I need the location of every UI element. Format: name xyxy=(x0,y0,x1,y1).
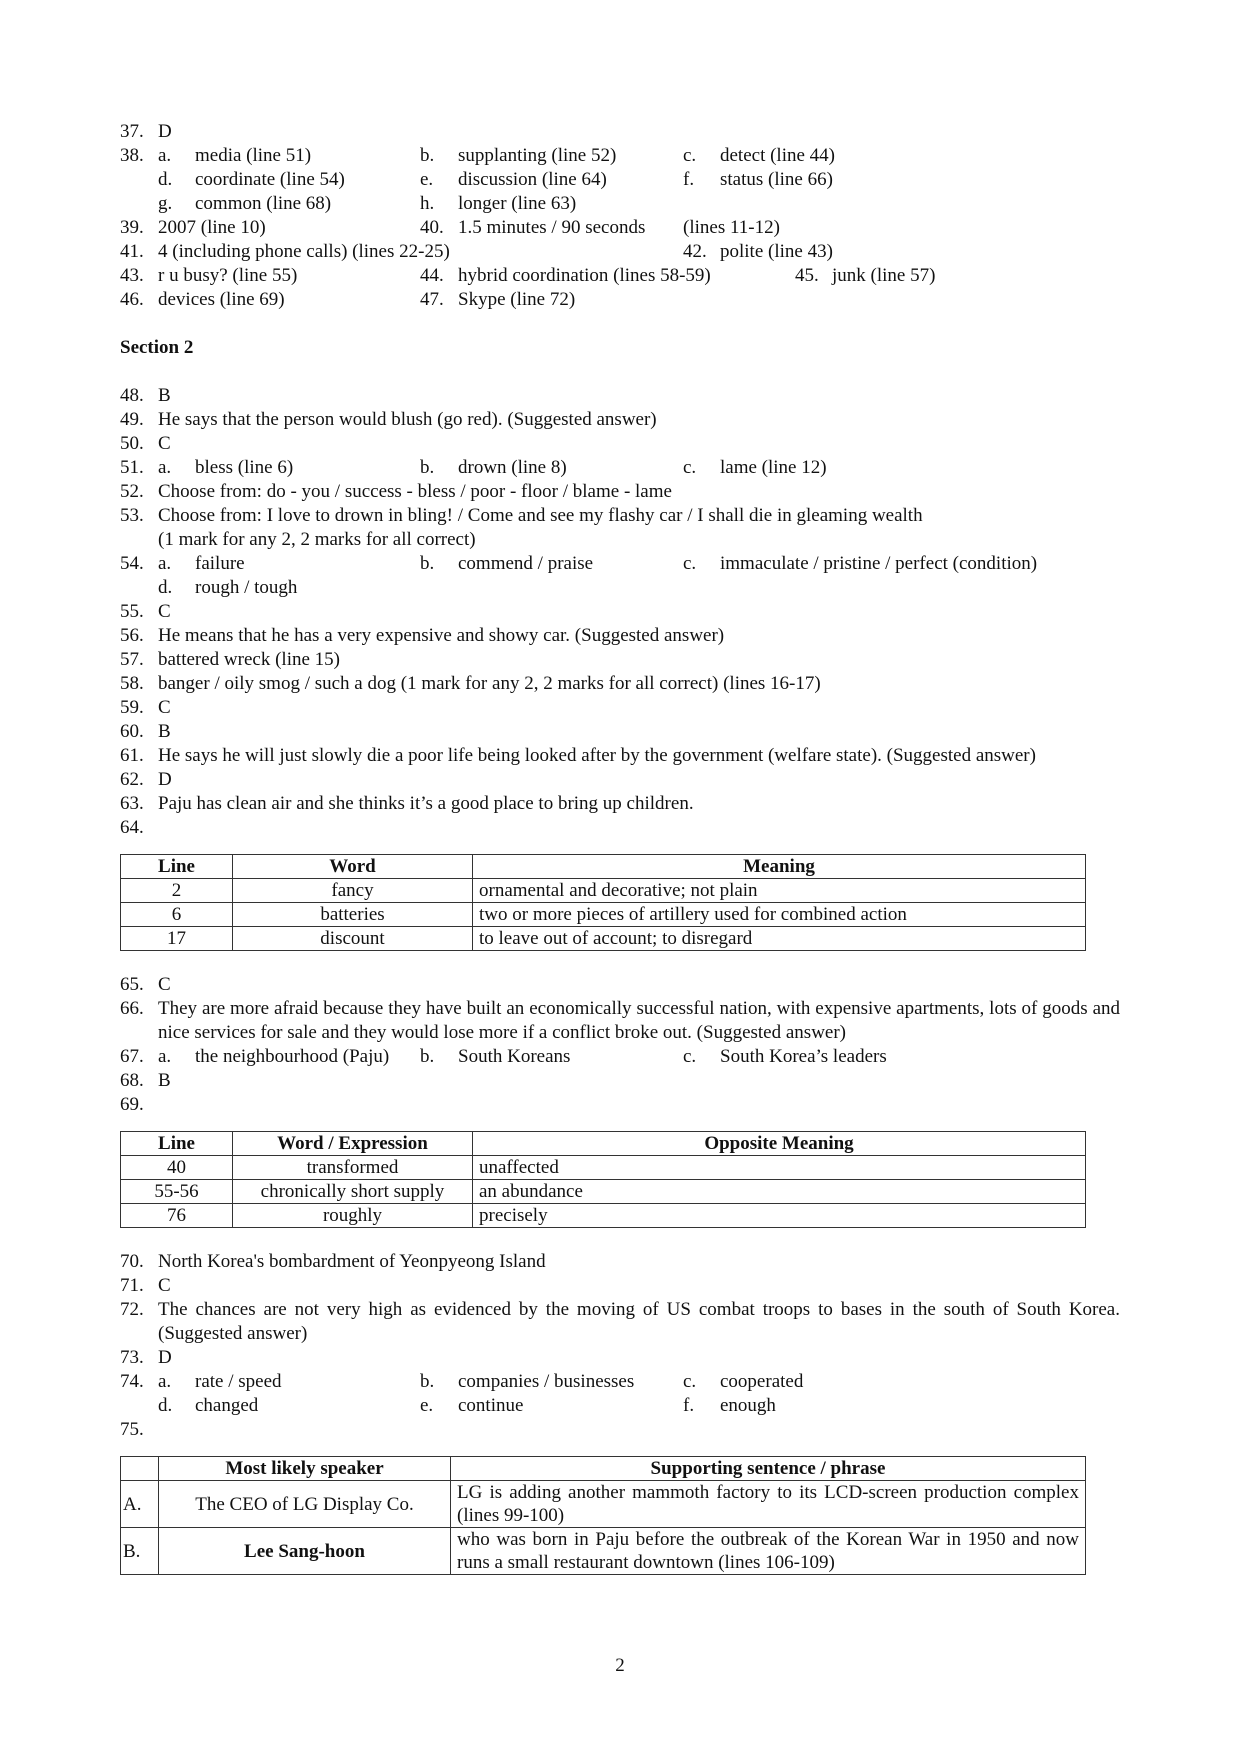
line-reference: (lines 11-12) xyxy=(683,217,780,238)
option-text: continue xyxy=(458,1395,524,1416)
option-text: South Koreans xyxy=(458,1046,571,1067)
question-number: 39. xyxy=(120,217,144,238)
option-label: c. xyxy=(683,457,697,478)
table-row xyxy=(121,1204,1086,1228)
cell-meaning: ornamental and decorative; not plain xyxy=(473,879,1086,903)
answer-59 xyxy=(120,696,1120,720)
cell-line: 6 xyxy=(121,903,233,927)
cell-supporting: LG is adding another mammoth factory to its LCD-screen production complex (lines 99-100) xyxy=(451,1481,1086,1528)
option-text: drown (line 8) xyxy=(458,457,567,478)
answer-text: C xyxy=(158,433,171,454)
answer-62 xyxy=(120,768,1120,792)
question-number: 50. xyxy=(120,433,144,454)
option-text: supplanting (line 52) xyxy=(458,145,617,166)
option-text: enough xyxy=(720,1395,776,1416)
answer-54-row2 xyxy=(120,576,1120,600)
answer-text: C xyxy=(158,697,171,718)
option-label: b. xyxy=(420,457,435,478)
answer-text: North Korea's bombardment of Yeonpyeong Island xyxy=(158,1251,546,1272)
answer-37 xyxy=(120,120,1120,144)
answer-key-page xyxy=(120,120,1120,1587)
marking-note: (1 mark for any 2, 2 marks for all correct) xyxy=(158,529,476,550)
option-label: c. xyxy=(683,1371,697,1392)
question-number: 53. xyxy=(120,505,144,526)
question-number: 51. xyxy=(120,457,144,478)
speaker-table xyxy=(120,1456,1086,1575)
option-label: e. xyxy=(420,169,434,190)
answer-75 xyxy=(120,1418,1120,1442)
answer-text: D xyxy=(158,1347,172,1368)
question-number: 71. xyxy=(120,1275,144,1296)
answer-74-row2 xyxy=(120,1394,1120,1418)
option-label: a. xyxy=(158,1046,172,1067)
question-number: 63. xyxy=(120,793,144,814)
answer-text: devices (line 69) xyxy=(158,289,285,310)
question-number: 74. xyxy=(120,1371,144,1392)
answer-57 xyxy=(120,648,1120,672)
answer-69 xyxy=(120,1093,1120,1117)
question-number: 60. xyxy=(120,721,144,742)
option-text: the neighbourhood (Paju) xyxy=(195,1046,390,1067)
question-number: 61. xyxy=(120,745,144,766)
answer-text: He says he will just slowly die a poor life being looked after by the government (welfare state). (Suggested answer) xyxy=(158,745,1036,766)
question-number: 69. xyxy=(120,1094,144,1115)
answer-text: The chances are not very high as evidenced by the moving of US combat troops to bases in the south of South Korea. (Suggested answer) xyxy=(158,1299,1120,1344)
answer-53 xyxy=(120,504,1120,528)
option-text: coordinate (line 54) xyxy=(195,169,345,190)
option-label: d. xyxy=(158,1395,173,1416)
answer-text: banger / oily smog / such a dog (1 mark for any 2, 2 marks for all correct) (lines 16-17) xyxy=(158,673,821,694)
option-text: bless (line 6) xyxy=(195,457,294,478)
answer-48 xyxy=(120,384,1120,408)
option-label: a. xyxy=(158,553,172,574)
answer-54-row1 xyxy=(120,552,1120,576)
cell-meaning: to leave out of account; to disregard xyxy=(473,927,1086,951)
cell-word: fancy xyxy=(233,879,473,903)
cell-opposite: precisely xyxy=(473,1204,1086,1228)
answer-text: B xyxy=(158,385,171,406)
answer-text: r u busy? (line 55) xyxy=(158,265,298,286)
option-text: South Korea’s leaders xyxy=(720,1046,887,1067)
answer-text: Choose from: do - you / success - bless / poor - floor / blame - lame xyxy=(158,481,672,502)
answer-49 xyxy=(120,408,1120,432)
question-number: 65. xyxy=(120,974,144,995)
option-label: c. xyxy=(683,1046,697,1067)
answer-55 xyxy=(120,600,1120,624)
header-line: Line xyxy=(121,1132,233,1156)
table-row xyxy=(121,1528,1086,1575)
question-number: 57. xyxy=(120,649,144,670)
question-number: 46. xyxy=(120,289,144,310)
option-text: rough / tough xyxy=(195,577,298,598)
question-number: 75. xyxy=(120,1419,144,1440)
answer-text: D xyxy=(158,121,172,142)
option-text: companies / businesses xyxy=(458,1371,635,1392)
option-label: f. xyxy=(683,1395,695,1416)
option-text: longer (line 63) xyxy=(458,193,577,214)
question-number: 64. xyxy=(120,817,144,838)
question-number: 73. xyxy=(120,1347,144,1368)
option-label: f. xyxy=(683,169,695,190)
answer-63 xyxy=(120,792,1120,816)
answer-43-44-45 xyxy=(120,264,1120,288)
cell-line: 40 xyxy=(121,1156,233,1180)
question-number: 52. xyxy=(120,481,144,502)
table-row xyxy=(121,1481,1086,1528)
option-text: discussion (line 64) xyxy=(458,169,607,190)
question-number: 38. xyxy=(120,145,144,166)
answer-text: polite (line 43) xyxy=(720,241,833,262)
option-label: a. xyxy=(158,457,172,478)
question-number: 48. xyxy=(120,385,144,406)
option-text: lame (line 12) xyxy=(720,457,827,478)
option-label: e. xyxy=(420,1395,434,1416)
answer-text: C xyxy=(158,1275,171,1296)
question-number: 66. xyxy=(120,998,144,1019)
question-number: 70. xyxy=(120,1251,144,1272)
question-number: 43. xyxy=(120,265,144,286)
answer-text: Skype (line 72) xyxy=(458,289,576,310)
cell-opposite: unaffected xyxy=(473,1156,1086,1180)
cell-word: chronically short supply xyxy=(233,1180,473,1204)
answer-56 xyxy=(120,624,1120,648)
answer-text: He means that he has a very expensive and showy car. (Suggested answer) xyxy=(158,625,725,646)
cell-meaning: two or more pieces of artillery used for combined action xyxy=(473,903,1086,927)
question-number: 72. xyxy=(120,1299,144,1320)
option-label: b. xyxy=(420,1046,435,1067)
header-speaker: Most likely speaker xyxy=(159,1457,451,1481)
option-text: detect (line 44) xyxy=(720,145,836,166)
option-text: status (line 66) xyxy=(720,169,833,190)
question-number: 40. xyxy=(420,217,444,238)
header-supporting: Supporting sentence / phrase xyxy=(451,1457,1086,1481)
option-text: common (line 68) xyxy=(195,193,332,214)
table-header-row xyxy=(121,1132,1086,1156)
section-heading: Section 2 xyxy=(120,337,194,358)
answer-39-40 xyxy=(120,216,1120,240)
vocabulary-meaning-table xyxy=(120,854,1086,951)
answer-52 xyxy=(120,480,1120,504)
answer-46-47 xyxy=(120,288,1120,312)
answer-text: junk (line 57) xyxy=(832,265,936,286)
answer-text: C xyxy=(158,601,171,622)
table-row xyxy=(121,879,1086,903)
answer-text: hybrid coordination (lines 58-59) xyxy=(458,265,711,286)
answer-text: battered wreck (line 15) xyxy=(158,649,340,670)
cell-opposite: an abundance xyxy=(473,1180,1086,1204)
question-number: 55. xyxy=(120,601,144,622)
cell-speaker: The CEO of LG Display Co. xyxy=(159,1481,451,1528)
answer-74-row1 xyxy=(120,1370,1120,1394)
cell-word: discount xyxy=(233,927,473,951)
answer-60 xyxy=(120,720,1120,744)
answer-38-row1 xyxy=(120,144,1120,168)
table-row xyxy=(121,927,1086,951)
answer-66 xyxy=(120,997,1120,1045)
answer-text: 2007 (line 10) xyxy=(158,217,266,238)
option-label: b. xyxy=(420,553,435,574)
answer-text: D xyxy=(158,769,172,790)
option-label: h. xyxy=(420,193,435,214)
cell-word: transformed xyxy=(233,1156,473,1180)
cell-line: 17 xyxy=(121,927,233,951)
answer-text: C xyxy=(158,974,171,995)
opposite-meaning-table xyxy=(120,1131,1086,1228)
answer-71 xyxy=(120,1274,1120,1298)
question-number: 44. xyxy=(420,265,444,286)
table-row xyxy=(121,1156,1086,1180)
option-label: c. xyxy=(683,553,697,574)
option-label: b. xyxy=(420,1371,435,1392)
answer-73 xyxy=(120,1346,1120,1370)
question-number: 41. xyxy=(120,241,144,262)
answer-text: They are more afraid because they have built an economically successful nation, with expensive apartments, lots of goods and nice services for sale and they would lose more if a conflict broke out. (Suggested answer) xyxy=(158,998,1120,1043)
cell-line: 55-56 xyxy=(121,1180,233,1204)
option-text: changed xyxy=(195,1395,259,1416)
header-word-expression: Word / Expression xyxy=(233,1132,473,1156)
answer-41-42 xyxy=(120,240,1120,264)
answer-53-note xyxy=(120,528,1120,552)
option-label: d. xyxy=(158,577,173,598)
answer-38-row2 xyxy=(120,168,1120,192)
page-number: 2 xyxy=(615,1655,625,1676)
answer-64 xyxy=(120,816,1120,840)
answer-61 xyxy=(120,744,1120,768)
question-number: 37. xyxy=(120,121,144,142)
answer-text: 4 (including phone calls) (lines 22-25) xyxy=(158,241,450,262)
answer-text: B xyxy=(158,1070,171,1091)
question-number: 58. xyxy=(120,673,144,694)
question-number: 49. xyxy=(120,409,144,430)
option-label: g. xyxy=(158,193,173,214)
cell-word: batteries xyxy=(233,903,473,927)
header-word: Word xyxy=(233,855,473,879)
option-label: a. xyxy=(158,1371,172,1392)
option-text: cooperated xyxy=(720,1371,804,1392)
cell-word: roughly xyxy=(233,1204,473,1228)
question-number: 62. xyxy=(120,769,144,790)
answer-text: Choose from: I love to drown in bling! / Come and see my flashy car / I shall die in gleaming wealth xyxy=(158,505,923,526)
question-number: 47. xyxy=(420,289,444,310)
answer-70 xyxy=(120,1250,1120,1274)
option-text: rate / speed xyxy=(195,1371,282,1392)
question-number: 67. xyxy=(120,1046,144,1067)
answer-text: He says that the person would blush (go red). (Suggested answer) xyxy=(158,409,657,430)
question-number: 54. xyxy=(120,553,144,574)
option-label: d. xyxy=(158,169,173,190)
question-number: 59. xyxy=(120,697,144,718)
answer-50 xyxy=(120,432,1120,456)
option-text: failure xyxy=(195,553,245,574)
cell-label: A. xyxy=(121,1481,159,1528)
answer-67 xyxy=(120,1045,1120,1069)
cell-line: 2 xyxy=(121,879,233,903)
answer-text: B xyxy=(158,721,171,742)
option-label: c. xyxy=(683,145,697,166)
answer-58 xyxy=(120,672,1120,696)
question-number: 68. xyxy=(120,1070,144,1091)
cell-supporting: who was born in Paju before the outbreak of the Korean War in 1950 and now runs a small restaurant downtown (lines 106-109) xyxy=(451,1528,1086,1575)
option-label: b. xyxy=(420,145,435,166)
table-row xyxy=(121,1180,1086,1204)
answer-38-row3 xyxy=(120,192,1120,216)
cell-label: B. xyxy=(121,1528,159,1575)
answer-text: Paju has clean air and she thinks it’s a good place to bring up children. xyxy=(158,793,694,814)
table-header-row xyxy=(121,855,1086,879)
answer-72 xyxy=(120,1298,1120,1346)
question-number: 56. xyxy=(120,625,144,646)
answer-68 xyxy=(120,1069,1120,1093)
question-number: 45. xyxy=(795,265,819,286)
option-label: a. xyxy=(158,145,172,166)
option-text: commend / praise xyxy=(458,553,594,574)
answer-51 xyxy=(120,456,1120,480)
header-meaning: Meaning xyxy=(473,855,1086,879)
option-text: immaculate / pristine / perfect (condition) xyxy=(720,553,1038,574)
question-number: 42. xyxy=(683,241,707,262)
cell-speaker: Lee Sang-hoon xyxy=(159,1528,451,1575)
cell-line: 76 xyxy=(121,1204,233,1228)
table-row xyxy=(121,903,1086,927)
header-opposite-meaning: Opposite Meaning xyxy=(473,1132,1086,1156)
answer-text: 1.5 minutes / 90 seconds xyxy=(458,217,646,238)
option-text: media (line 51) xyxy=(195,145,312,166)
answer-65 xyxy=(120,973,1120,997)
header-blank xyxy=(121,1457,159,1481)
table-header-row xyxy=(121,1457,1086,1481)
header-line: Line xyxy=(121,855,233,879)
